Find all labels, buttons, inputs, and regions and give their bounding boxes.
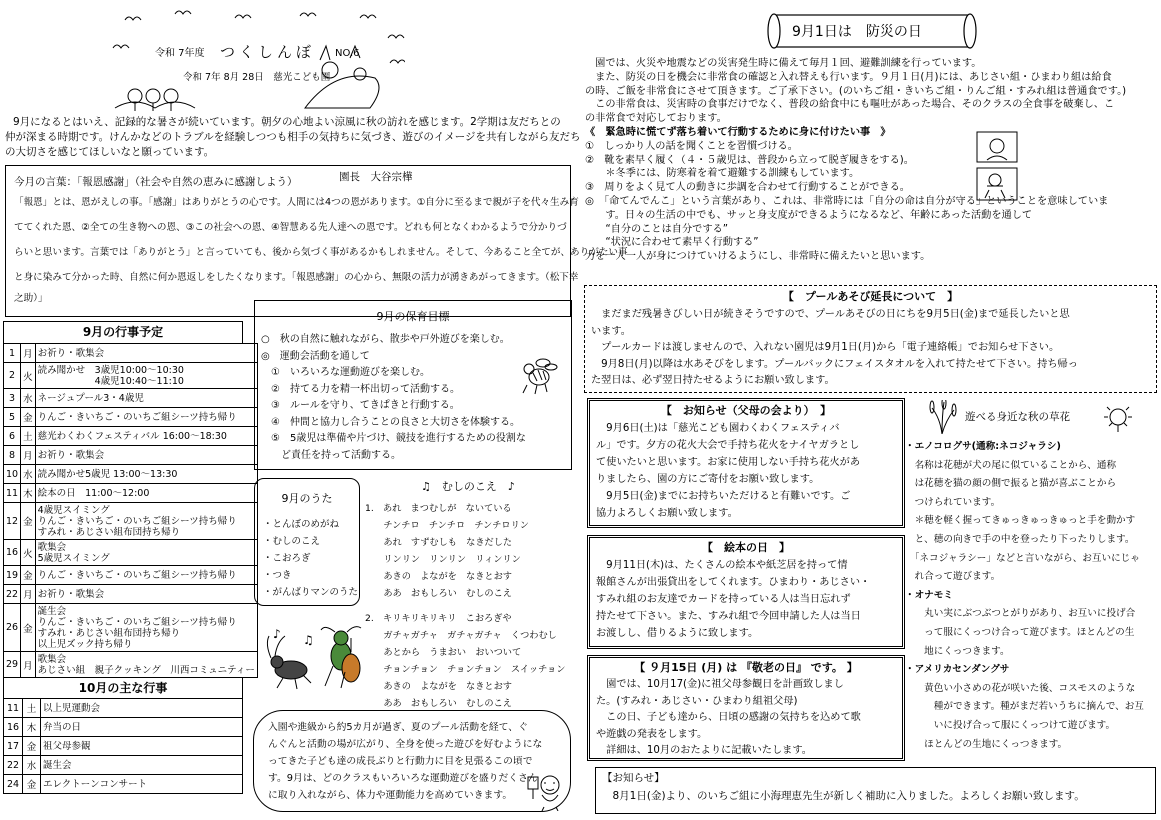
- schedule-day: 1: [4, 344, 21, 363]
- schedule-event: [35, 465, 257, 484]
- pool-line: 9月8日(月)以降は水あそびをします。プールバックにフェイスタオルを入れて持たせて下さい。持ち帰っ: [591, 358, 1078, 370]
- child-shoes-icon: [975, 130, 1021, 202]
- schedule-row: [4, 756, 243, 775]
- schedule-event: [41, 775, 243, 794]
- kusabana-line: 黄色い小さめの花が咲いた後、コスモスのような: [905, 682, 1136, 694]
- schedule-row: [4, 718, 243, 737]
- summary-box: [253, 710, 571, 812]
- schedule-event-line: りんご・きいちご・のいちご組シーツ持ち帰り: [37, 569, 237, 581]
- notice-text: 8月1日(金)より、のいちご組に小海理恵先生が新しく補助に入りました。よろしくお願い致します。: [602, 790, 1085, 802]
- goal-line: ○ 秋の自然に触れながら、散歩や戸外遊びを楽しむ。: [261, 334, 510, 345]
- schedule-weekday: 木: [21, 484, 36, 503]
- schedule-day: 10: [4, 465, 21, 484]
- ehon-box: [587, 535, 905, 649]
- schedule-event-line: 以上児運動会: [43, 702, 101, 714]
- schedule-weekday: 水: [23, 756, 41, 775]
- schedule-day: 6: [4, 427, 21, 446]
- schedule-event: [35, 344, 257, 363]
- song-item: ・つき: [263, 570, 292, 581]
- schedule-weekday: 土: [21, 427, 36, 446]
- insect-musicians-icon: [263, 622, 373, 694]
- pool-line: プールカードは渡しませんので、入れない園児は9月1日(月)から「電子連絡帳」でお知らせ下さい。: [591, 342, 1060, 353]
- september-schedule-title: 9月の行事予定: [3, 321, 243, 343]
- bousai-line: ◎ 「命てんでんこ」という言葉があり、これは、非常時には「自分の命は自分が守る」ということを意味していま: [585, 195, 1109, 207]
- schedule-day: 3: [4, 389, 21, 408]
- schedule-day: 2: [4, 363, 21, 389]
- schedule-row: [4, 484, 258, 503]
- pool-title: 【 プールあそび延長について 】: [782, 290, 959, 303]
- burr-plant-icon: [1103, 406, 1133, 432]
- keirou-line: 詳細は、10月のおたよりに記載いたします。: [596, 745, 812, 756]
- schedule-weekday: 土: [23, 699, 41, 718]
- keirou-line: や遊戯の発表をします。: [596, 728, 708, 740]
- word-of-month-box: [5, 165, 628, 317]
- schedule-event-line: すみれ・あじさい組布団持ち帰り: [37, 526, 181, 538]
- kusabana-line: ほとんどの生地にくっつきます。: [905, 738, 1068, 750]
- bousai-line: す。日々の生活の中でも、サッと身支度ができるようになるなど、年齢にあった活動を通して: [585, 209, 1033, 221]
- goal-line: ◎ 運動会活動を通して: [261, 350, 370, 362]
- goal-line: ど責任を持って活動する。: [261, 449, 401, 461]
- schedule-event-line: りんご・きいちご・のいちご組シーツ持ち帰り: [37, 515, 237, 527]
- schedule-row: [4, 363, 258, 389]
- kusabana-line: って服にくっつけ合って遊びます。ほとんどの生: [905, 626, 1135, 638]
- schedule-row: [4, 465, 258, 484]
- kusabana-line: と、穂の向きで手の中を登ったり下ったりします。: [905, 533, 1135, 545]
- svg-text:♫: ♫: [303, 633, 314, 647]
- schedule-event-line: 4歳児スイミング: [37, 504, 110, 516]
- schedule-day: 22: [4, 585, 21, 604]
- schedule-row: [4, 389, 258, 408]
- lyrics-line: チョンチョン チョンチョン スイッチョン: [365, 664, 566, 675]
- word-line: らいと思います。言葉では「ありがとう」と言っていても、後から気づく事があるかもしれません。そして、今あること全てが、ありがたい事: [14, 247, 628, 258]
- keirou-line: 園では、10月17(金)に祖父母参観日を計画致しまし: [596, 679, 844, 690]
- songs-box: [254, 478, 360, 606]
- goal-line: ② 持てる力を精一杯出切って活動する。: [261, 383, 460, 395]
- monthly-goals-box: [254, 300, 572, 470]
- schedule-row: [4, 699, 243, 718]
- schedule-event: [41, 756, 243, 775]
- songs-title: 9月のうた: [281, 492, 333, 505]
- issue-date: 令和 7年 8月 28日 慈光こども園: [183, 72, 331, 83]
- schedule-event: [41, 699, 243, 718]
- schedule-weekday: 火: [21, 363, 36, 389]
- schedule-day: 19: [4, 566, 21, 585]
- intro-line: の大切さを感じてほしいなと願っています。: [5, 146, 215, 158]
- lyrics-line: あとから うまおい おいついて: [365, 647, 522, 658]
- lyrics-line: ああ おもしろい むしのこえ: [365, 588, 512, 599]
- schedule-day: 29: [4, 652, 21, 678]
- lyrics-title: ♫ むしのこえ ♪: [421, 480, 515, 493]
- lyrics-line: 2. キリキリキリキリ こおろぎや: [365, 613, 512, 624]
- schedule-event-line: 5歳児スイミング: [37, 552, 110, 564]
- bousai-line: の時、ご飯を非常食にさせて頂きます。ご了承下さい。(のいちご組・きいちご組・りんご組・すみれ組は普通食です。): [585, 85, 1127, 97]
- schedule-event-line: 誕生会: [37, 605, 67, 617]
- reiwa-year: 令和 7年度: [155, 48, 205, 59]
- schedule-event-line: お祈り・歌集会: [37, 347, 105, 359]
- pta-line: ル」です。夕方の花火大会で手持ち花火をナイヤガラとし: [596, 440, 860, 451]
- schedule-event: [35, 427, 257, 446]
- schedule-day: 16: [4, 540, 21, 566]
- schedule-weekday: 金: [21, 408, 36, 427]
- word-line: 之助）」: [14, 293, 48, 304]
- schedule-event: [35, 408, 257, 427]
- newsletter-title: つくしんぼ: [220, 43, 316, 61]
- lyrics-line: あきの よながを なきとおす: [365, 571, 512, 582]
- bee-icon: [517, 353, 559, 397]
- intro-text: [5, 115, 581, 160]
- kusabana-line: いに投げ合って服にくっつけて遊びます。: [905, 719, 1116, 731]
- september-schedule: [3, 321, 255, 794]
- kusabana-line: 丸い実にぶつぶつとがりがあり、お互いに投げ合: [905, 608, 1136, 620]
- schedule-event: [41, 737, 243, 756]
- bousai-line: また、防災の日を機会に非常食の確認と入れ替えも行います。９月１日(月)には、あじさい組・ひまわり組は給食: [585, 71, 1112, 83]
- schedule-weekday: 火: [21, 540, 36, 566]
- schedule-event: [35, 446, 257, 465]
- song-item: ・がんばりマンのうた: [263, 587, 359, 598]
- schedule-event: [35, 363, 257, 389]
- schedule-event: [35, 484, 257, 503]
- schedule-event-line: 4歳児10:40～11:10: [37, 375, 184, 387]
- ehon-line: 報館さんが出張貸出をしてくれます。ひまわり・あじさい・: [596, 577, 871, 588]
- schedule-event-line: すみれ・あじさい組布団持ち帰り: [37, 627, 181, 639]
- kusabana-line: ・エノコログサ(通称:ネコジャラシ): [905, 441, 1061, 452]
- summary-line: んぐんと活動の場が広がり、全身を使った遊びを好むようにな: [268, 739, 543, 750]
- ehon-line: お渡しし、借りるように致します。: [596, 628, 759, 639]
- lyrics-area: [365, 479, 580, 712]
- pool-line: います。: [591, 325, 631, 337]
- schedule-weekday: 月: [21, 344, 36, 363]
- goals-title: 9月の保育目標: [376, 310, 450, 323]
- schedule-day: 12: [4, 503, 21, 540]
- summary-line: 入園や進級から約5カ月が過ぎ、夏のプール活動を経て、ぐ: [268, 722, 528, 733]
- notice-title: 【お知らせ】: [602, 772, 665, 784]
- schedule-event: [35, 540, 257, 566]
- schedule-row: [4, 344, 258, 363]
- schedule-weekday: 月: [21, 585, 36, 604]
- schedule-event-line: 歌集会: [37, 653, 67, 665]
- schedule-weekday: 水: [21, 465, 36, 484]
- bousai-line: の非常食で対応しております。: [585, 113, 727, 125]
- keirou-line: この日、子ども達から、日頃の感謝の気持ちを込めて歌: [596, 712, 861, 723]
- lyrics-line: ああ おもしろい むしのこえ: [365, 698, 512, 709]
- song-item: ・むしのこえ: [263, 536, 321, 547]
- pool-line: た翌日は、必ず翌日持たせるようにお願い致します。: [591, 375, 835, 386]
- lyrics-line: リンリン リンリン リィンリン: [365, 554, 521, 565]
- schedule-row: [4, 446, 258, 465]
- schedule-row: [4, 737, 243, 756]
- kusabana-line: 「ネコジャラシー」などと言いながら、お互いにじゃ: [905, 552, 1140, 564]
- kusabana-area: [905, 400, 1160, 760]
- schedule-event-line: 以上児ズック持ち帰り: [37, 638, 133, 650]
- schedule-event-line: りんご・きいちご・のいちご組シーツ持ち帰り: [37, 411, 237, 423]
- kusabana-line: れ合って遊びます。: [905, 571, 1001, 583]
- summary-line: ってきた子ども達の成長ぶりと行動力に目を見張るこの頃で: [268, 756, 533, 767]
- bousai-scroll-title: [762, 11, 980, 51]
- bousai-line: この非常食は、災害時の食事だけでなく、普段の給食中にも嘔吐があった場合、そのクラスの全食事を破棄し、こ: [585, 99, 1115, 111]
- schedule-day: 17: [4, 737, 23, 756]
- pool-box: [584, 285, 1157, 393]
- october-schedule-table: [3, 698, 243, 794]
- bousai-line: 《 緊急時に慌てず落ち着いて行動するために身に付けたい事 》: [585, 126, 891, 138]
- bousai-line: “状況に合わせて素早く行動する”: [585, 237, 759, 249]
- schedule-event: [35, 585, 257, 604]
- schedule-event: [35, 652, 257, 678]
- lyrics-line: あれ すずむしも なきだした: [365, 537, 513, 548]
- schedule-event: [35, 389, 257, 408]
- schedule-event-line: 弁当の日: [43, 721, 82, 733]
- schedule-weekday: 金: [21, 566, 36, 585]
- schedule-weekday: 木: [23, 718, 41, 737]
- grass-icon: [927, 400, 957, 434]
- bousai-line: ① しっかり人の話を聞くことを習慣づける。: [585, 140, 798, 152]
- schedule-event: [35, 503, 257, 540]
- schedule-row: [4, 604, 258, 652]
- schedule-event-line: 歌集会: [37, 541, 67, 553]
- keirou-line: た。(すみれ・あじさい・ひまわり組祖父母): [596, 695, 798, 707]
- schedule-weekday: 月: [21, 446, 36, 465]
- goal-line: ③ ルールを守り、てきぱきと行動する。: [261, 400, 460, 411]
- schedule-weekday: 月: [21, 652, 36, 678]
- child-with-sign-icon: [526, 771, 568, 811]
- keirou-box: [587, 655, 905, 761]
- schedule-event-line: りんご・きいちご・のいちご組シーツ持ち帰り: [37, 616, 237, 628]
- principal-name: 園長 大谷宗樺: [339, 171, 413, 183]
- schedule-day: 5: [4, 408, 21, 427]
- pta-line: 9月6日(土)は「慈光こども園わくわくフェスティバ: [596, 423, 840, 434]
- bousai-line: ② 靴を素早く履く（４・５歳児は、普段から立って脱ぎ履きをする)。: [585, 154, 914, 166]
- september-schedule-table: [3, 343, 258, 678]
- schedule-event-line: 読み聞かせ5歳児 13:00～13:30: [37, 468, 178, 480]
- keirou-title: 【 ９月15日 (月) は 『敬老の日』 です。 】: [634, 661, 858, 674]
- bousai-line: “自分のことは自分でする”: [585, 223, 728, 235]
- schedule-weekday: 金: [21, 604, 36, 652]
- pool-line: まだまだ残暑きびしい日が続きそうですので、プールあそびの日にちを9月5日(金)まで延長したいと思: [591, 309, 1070, 320]
- kusabana-line: ・アメリカセンダングサ: [905, 664, 1010, 676]
- header: [105, 8, 405, 113]
- kusabana-line: ＊穂を軽く握ってきゅっきゅっきゅっと手を動かす: [905, 515, 1136, 527]
- lyrics-line: チンチロ チンチロ チンチロリン: [365, 520, 529, 531]
- lyrics-line: ガチャガチャ ガチャガチャ くつわむし: [365, 630, 557, 641]
- intro-line: 9月になるとはいえ、記録的な暑さが続いています。朝夕の心地よい涼風に秋の訪れを感じます。2学期は友だちとの: [13, 116, 561, 128]
- pta-line: 協力よろしくお願い致します。: [596, 508, 738, 519]
- pta-title: 【 お知らせ（父母の会より） 】: [660, 404, 832, 417]
- bousai-line: ③ 周りをよく見て人の動きに歩調を合わせて行動することができる。: [585, 182, 910, 194]
- goal-line: ⑤ 5歳児は準備や片づけ、競技を進行するための役割な: [261, 433, 526, 444]
- schedule-day: 22: [4, 756, 23, 775]
- schedule-day: 8: [4, 446, 21, 465]
- schedule-day: 11: [4, 699, 23, 718]
- schedule-day: 26: [4, 604, 21, 652]
- schedule-event-line: 絵本の日 11:00～12:00: [37, 487, 150, 499]
- pta-line: て使いたいと思います。お家に使用しない手持ち花火があ: [596, 457, 861, 468]
- schedule-day: 11: [4, 484, 21, 503]
- ehon-line: 9月11日(木)は、たくさんの絵本や紙芝居を持って情: [596, 560, 848, 571]
- intro-line: 仲が深まる時期です。けんかなどのトラブルを経験しつつも相手の気持ちに気づき、遊びのイメージを共有しながら友だち: [5, 131, 581, 143]
- word-line: 「報恩」とは、恩がえしの事。「感謝」はありがとうの心です。人間には4つの恩があります。①自分に至るまで親が子を代々生み育: [14, 197, 579, 208]
- schedule-event-line: 誕生会: [43, 759, 72, 771]
- notice-box: [595, 767, 1156, 814]
- kusabana-line: つけられています。: [905, 496, 1001, 508]
- lyrics-line: 1. あれ まつむしが ないている: [365, 503, 512, 514]
- schedule-day: 16: [4, 718, 23, 737]
- ehon-line: すみれ組のお友達でカードを持っている人は当日忘れず: [596, 594, 851, 605]
- bousai-line: 園では、火災や地震などの災害発生時に備えて毎月１回、避難訓練を行っています。: [585, 58, 982, 69]
- schedule-row: [4, 652, 258, 678]
- schedule-weekday: 金: [21, 503, 36, 540]
- schedule-weekday: 金: [23, 737, 41, 756]
- pta-line: 9月5日(金)までにお持ちいただけると有難いです。ご: [596, 491, 851, 502]
- schedule-event: [41, 718, 243, 737]
- bousai-line: 力を一人一人が身につけていけるようにし、非常時に備えたいと思います。: [585, 251, 931, 263]
- summary-line: に取り入れながら、体力や運動能力を高めていきます。: [268, 790, 513, 801]
- schedule-row: [4, 427, 258, 446]
- svg-text:♪: ♪: [273, 627, 281, 641]
- kusabana-line: 種ができます。種がまだ若いうちに摘んで、お互: [905, 701, 1144, 713]
- schedule-event-line: エレクトーンコンサート: [43, 778, 148, 790]
- schedule-event-line: お祈り・歌集会: [37, 588, 105, 600]
- word-line: と身に染みて分かった時、自然に何か恩返しをしたくなります。「報恩感謝」の心から、無限の活力が湧きあがってきます。（松下幸: [14, 272, 579, 283]
- bousai-text: [585, 57, 1160, 264]
- schedule-row: [4, 775, 243, 794]
- schedule-event-line: 慈光わくわくフェスティバル 16:00～18:30: [37, 430, 227, 442]
- goal-line: ① いろいろな運動遊びを楽しむ。: [261, 367, 430, 378]
- october-schedule-title: 10月の主な行事: [3, 678, 243, 698]
- schedule-event-line: お祈り・歌集会: [37, 449, 105, 461]
- bousai-line: ＊冬季には、防寒着を着て避難する訓練もしています。: [585, 168, 860, 180]
- schedule-row: [4, 585, 258, 604]
- schedule-event-line: 読み聞かせ 3歳児10:00～10:30: [37, 364, 184, 376]
- song-item: ・こおろぎ: [263, 553, 311, 564]
- schedule-row: [4, 503, 258, 540]
- song-item: ・とんぼのめがね: [263, 519, 340, 530]
- goal-line: ④ 仲間と協力し合うことの良さと大切さを体験する。: [261, 416, 520, 428]
- pta-line: りましたら、園の方にご寄付をお願い致します。: [596, 474, 820, 485]
- bousai-title: 9月1日は 防災の日: [792, 24, 922, 40]
- schedule-day: 24: [4, 775, 23, 794]
- schedule-event-line: 祖父母参観: [43, 740, 91, 752]
- lyrics-line: あきの よながを なきとおす: [365, 681, 512, 692]
- kusabana-line: は花穂を猫の顔の側で振ると猫が喜ぶことから: [905, 478, 1117, 490]
- schedule-event-line: あじさい組 親子クッキング 川西コミュニティー: [37, 664, 255, 676]
- ehon-title: 【 絵本の日 】: [702, 541, 790, 554]
- kusabana-line: 名称は花穂が犬の尾に似ていることから、通称: [905, 459, 1117, 471]
- schedule-event: [35, 604, 257, 652]
- schedule-row: [4, 566, 258, 585]
- issue-number: NO.6: [335, 48, 360, 59]
- summary-line: す。9月は、どのクラスもいろいろな運動遊びを盛りだくさん: [268, 773, 538, 784]
- kusabana-line: ・オナモミ: [905, 589, 953, 601]
- ehon-line: 持たせて下さい。また、すみれ組で今回申請した人は当日: [596, 611, 861, 622]
- kusabana-title: 遊べる身近な秋の草花: [965, 411, 1070, 423]
- pta-box: [587, 398, 905, 528]
- schedule-weekday: 金: [23, 775, 41, 794]
- kusabana-line: 地にくっつきます。: [905, 645, 1010, 657]
- schedule-event-line: ネージュプール3・4歳児: [37, 392, 144, 404]
- schedule-weekday: 水: [21, 389, 36, 408]
- schedule-row: [4, 540, 258, 566]
- word-title: 今月の言葉：「報恩感謝」（社会や自然の恵みに感謝しよう）: [14, 176, 298, 188]
- schedule-event: [35, 566, 257, 585]
- word-line: ててくれた恩、②全ての生き物への恩、③この社会への恩、④智慧ある先人達への恩です。どれも何となくわかるようで分かりづ: [14, 222, 567, 233]
- schedule-row: [4, 408, 258, 427]
